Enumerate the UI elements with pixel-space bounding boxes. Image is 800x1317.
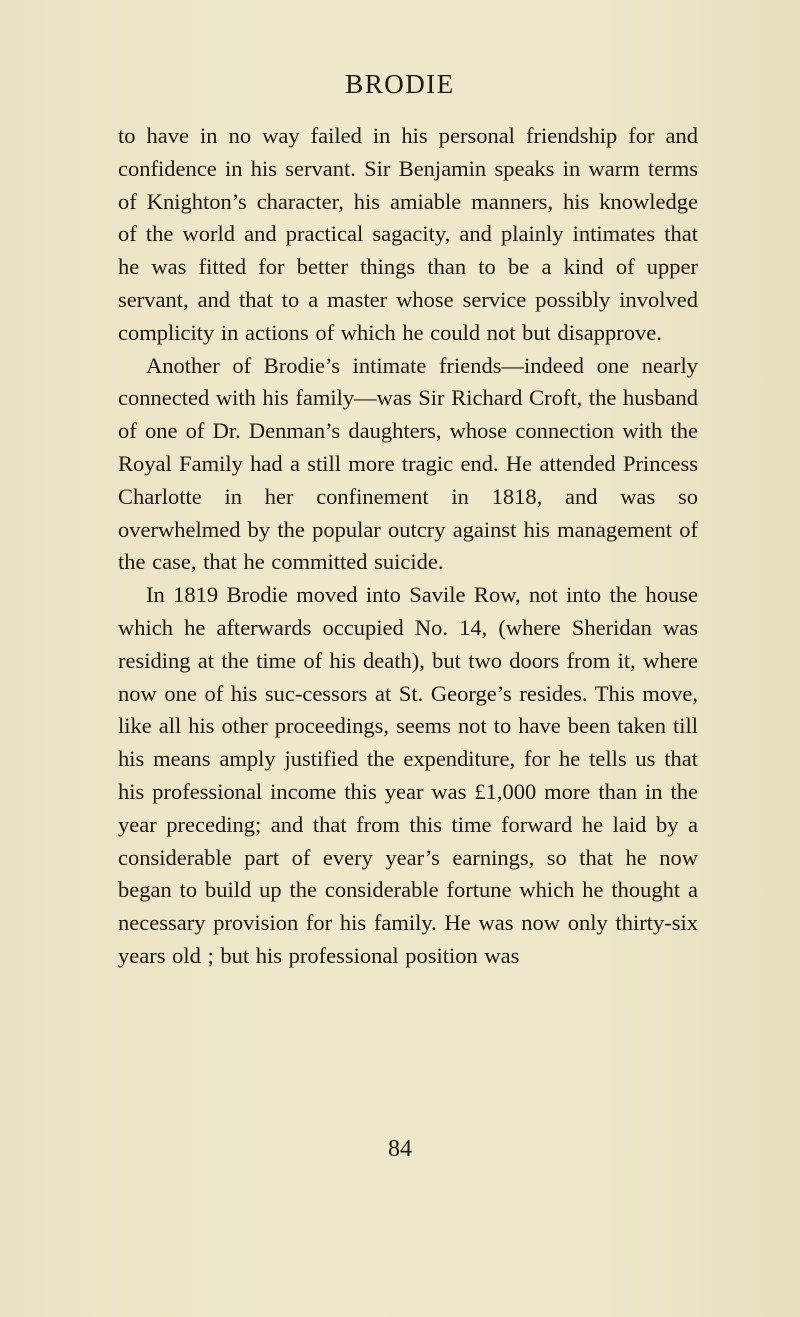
paragraph-3: In 1819 Brodie moved into Savile Row, not into the house which he afterwards occupied No. 14, (where Sheridan was residing at the time of his death), but two doors from it, where now one of his suc-cessors at St. George’s resides. This move, like all his other proceedings, seems not to have been taken till his means amply justified the expenditure, for he tells us that his professional income this year was £1,000 more than in the year preceding; and that from this time forward he laid by a considerable part of every year’s earnings, so that he now began to build up the considerable fortune which he thought a necessary provision for his family. He was now only thirty-six years old ; but his professional position was [118,582,698,968]
body-text [118,120,698,973]
paragraph-2: Another of Brodie’s intimate friends—indeed one nearly connected with his family—was Sir Richard Croft, the husband of one of Dr. Denman’s daughters, whose connection with the Royal Family had a still more tragic end. He attended Princess Charlotte in her confinement in 1818, and was so overwhelmed by the popular outcry against his management of the case, that he committed suicide. [118,352,698,575]
running-head: BRODIE [345,69,455,99]
page-number: 84 [388,1136,412,1162]
paragraph-1: to have in no way failed in his personal friendship for and confidence in his servant. Sir Benjamin speaks in warm terms of Knighton’s character, his amiable manners, his knowledge of the world and practical sagacity, and plainly intimates that he was fitted for better things than to be a kind of upper servant, and that to a master whose service possibly involved complicity in actions of which he could not but disapprove. [118,123,698,345]
